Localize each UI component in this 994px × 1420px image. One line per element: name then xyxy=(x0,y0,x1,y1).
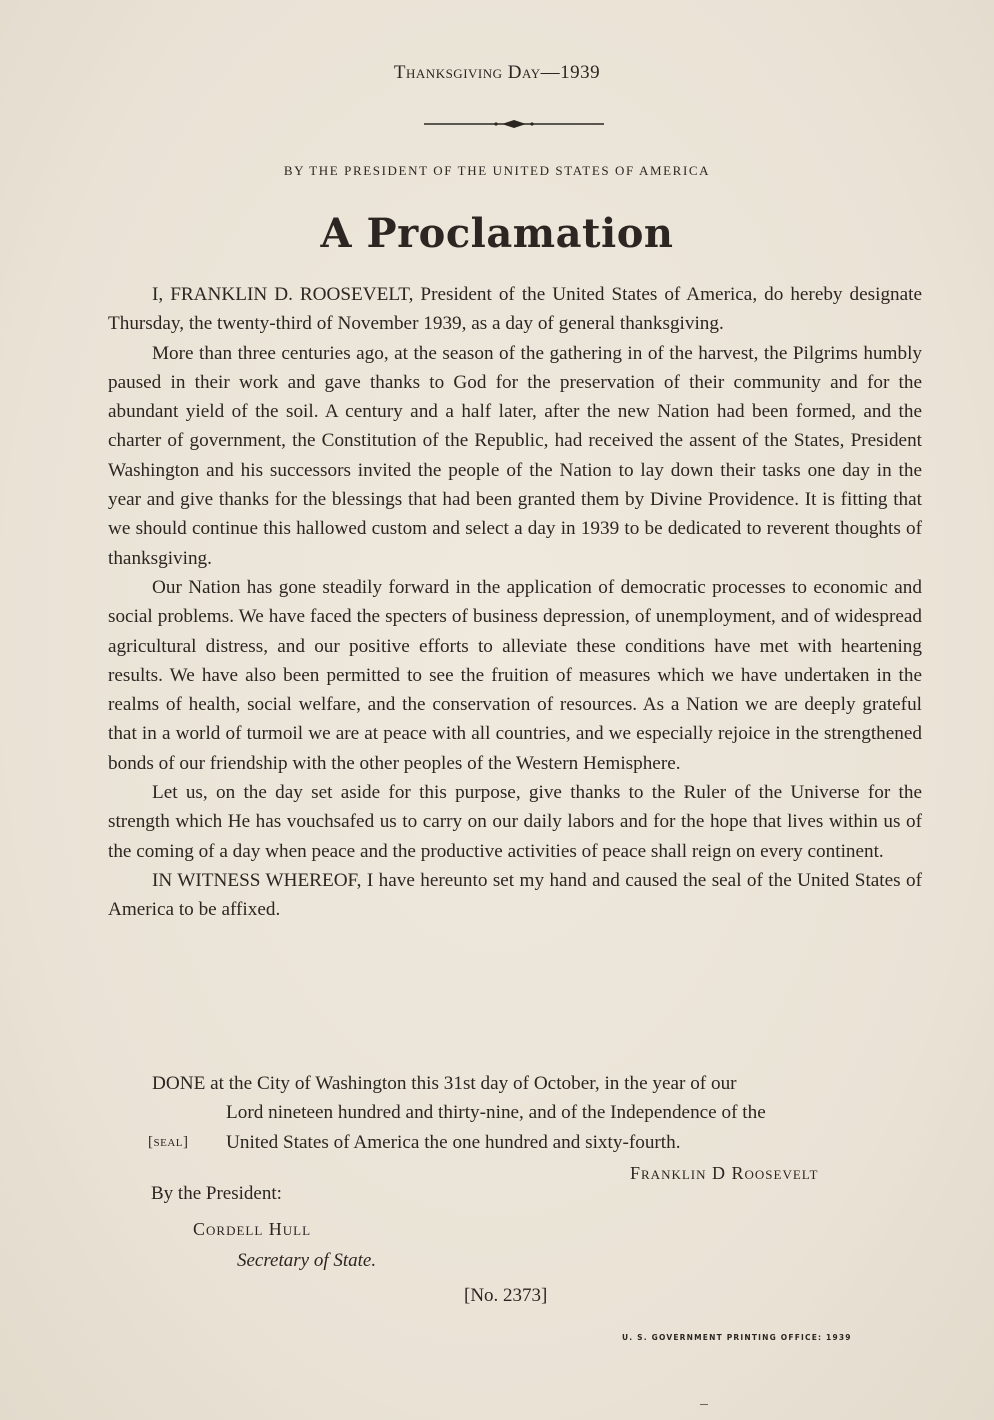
seal-row xyxy=(108,1128,922,1157)
paragraph-history: More than three centuries ago, at the season of the gathering in of the harvest, the Pilgrims humbly paused in their work and gave thanks to God for the preservation of their community and for the abundant yield of the soil. A century and a half later, after the new Nation had been formed, and the charter of government, the Constitution of the Republic, had received the assent of the States, President Washington and his successors invited the people of the Nation to lay down their tasks one day in the year and give thanks for the blessings that had been granted them by Divine Providence. It is fitting that we should continue this hallowed custom and select a day in 1939 to be dedicated to reverent thoughts of thanksgiving. xyxy=(108,342,922,569)
done-final: United States of America the one hundred and sixty-fourth. xyxy=(226,1131,681,1153)
page-mark xyxy=(700,1404,708,1405)
printer-imprint: U. S. GOVERNMENT PRINTING OFFICE: 1939 xyxy=(622,1333,852,1342)
president-signature: Franklin D Roosevelt xyxy=(630,1163,819,1183)
by-the-president: By the President: xyxy=(151,1183,282,1204)
byline: BY THE PRESIDENT OF THE UNITED STATES OF AMERICA xyxy=(283,163,711,178)
paragraph-progress: Our Nation has gone steadily forward in the application of democratic processes to economic and social problems. We have faced the specters of business depression, of unemployment, and of widespread agricultural distress, and our positive efforts to alleviate these conditions have met with heartening results. We have also been permitted to see the fruition of measures which we have undertaken in the realms of health, social welfare, and the conservation of resources. As a Nation we are deeply grateful that in a world of turmoil we are at peace with all countries, and we especially rejoice in the strengthened bonds of our friendship with the other peoples of the Western Hemisphere. xyxy=(108,576,922,774)
paragraph-thanks: Let us, on the day set aside for this purpose, give thanks to the Ruler of the Universe for the strength which He has vouchsafed us to carry on our daily labors and for the hope that lives within us of the coming of a day when peace and the productive activities of peace shall reign on every continent. xyxy=(108,782,922,862)
done-continuation: Lord nineteen hundred and thirty-nine, and of the Independence of the xyxy=(226,1102,766,1124)
proclamation-body xyxy=(108,280,922,925)
ornament-divider xyxy=(424,117,604,131)
paragraph-designation: I, FRANKLIN D. ROOSEVELT, President of the United States of America, do hereby designate Thursday, the twenty-third of November 1939, as a day of general thanksgiving. xyxy=(108,284,922,335)
secretary-title: Secretary of State. xyxy=(237,1250,377,1271)
document-number: [No. 2373] xyxy=(464,1285,548,1306)
paragraph-witness: IN WITNESS WHEREOF, I have hereunto set my hand and caused the seal of the United States of America to be affixed. xyxy=(108,869,922,921)
done-block xyxy=(108,1069,922,1157)
done-line: DONE at the City of Washington this 31st day of October, in the year of our xyxy=(152,1073,737,1094)
seal-label: [seal] xyxy=(148,1133,189,1150)
secretary-name: Cordell Hull xyxy=(193,1219,312,1239)
document-header-title: Thanksgiving Day—1939 xyxy=(393,62,601,83)
proclamation-title: A Proclamation xyxy=(320,210,674,257)
